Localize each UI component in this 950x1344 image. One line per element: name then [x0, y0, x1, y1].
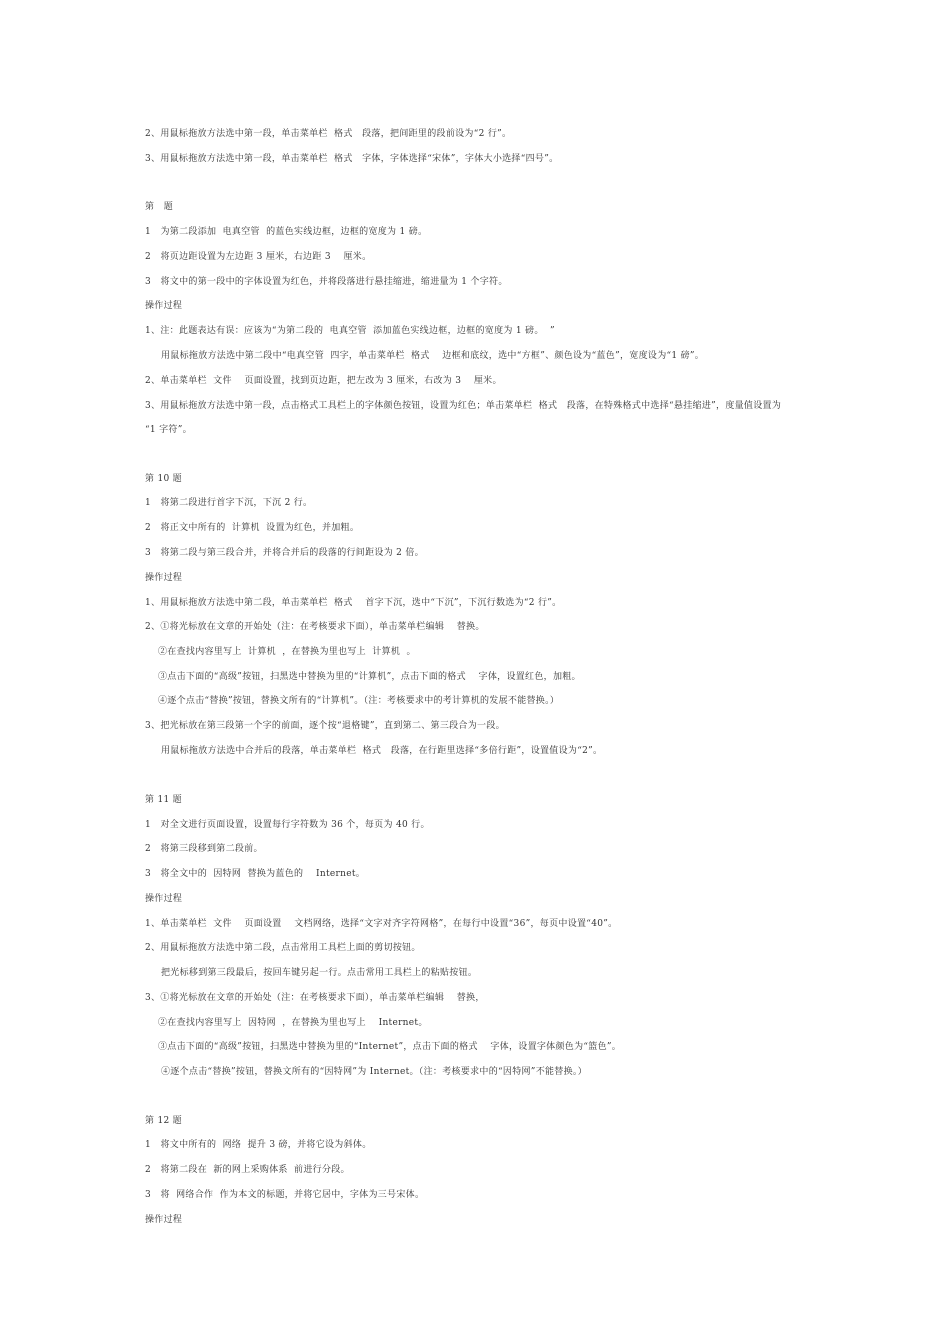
section-heading: 第 题	[145, 202, 174, 212]
text-line: 2、①将光标放在文章的开始处（注：在考核要求下面），单击菜单栏编辑 替换。	[145, 622, 485, 632]
task-item: 2 将页边距设置为左边距 3 厘米，右边距 3 厘米。	[145, 252, 372, 262]
text-line: 把光标移到第三段最后，按回车键另起一行。点击常用工具栏上的粘贴按钮。	[161, 968, 478, 978]
text-line: ④逐个点击“替换”按钮，替换文所有的“计算机”。（注：考核要求中的考计算机的发展不能替换。）	[158, 696, 560, 706]
task-item: 3 将全文中的 因特网 替换为蓝色的 Internet。	[145, 869, 366, 879]
text-line: ②在查找内容里写上 因特网 ，在替换为里也写上 Internet。	[158, 1018, 428, 1028]
procedure-heading: 操作过程	[145, 894, 183, 904]
text-line: 1、用鼠标拖放方法选中第二段，单击菜单栏 格式 首字下沉，选中“下沉”，下沉行数选为“2 行”。	[145, 598, 562, 608]
text-line: ④逐个点击“替换”按钮，替换文所有的“因特网”为 Internet。（注：考核要求中的“因特网”不能替换。）	[161, 1067, 588, 1077]
task-item: 2 将正文中所有的 计算机 设置为红色，并加粗。	[145, 523, 360, 533]
text-line: 用鼠标拖放方法选中第二段中“电真空管 四字，单击菜单栏 格式 边框和底纹，选中“方框”、颜色设为“蓝色”，宽度设为“1 磅”。	[161, 351, 705, 361]
text-line: 2、用鼠标拖放方法选中第二段，点击常用工具栏上面的剪切按钮。	[145, 943, 421, 953]
task-item: 1 将文中所有的 网络 提升 3 磅，并将它设为斜体。	[145, 1140, 372, 1150]
procedure-heading: 操作过程	[145, 573, 183, 583]
task-item: 3 将第二段与第三段合并，并将合并后的段落的行间距设为 2 倍。	[145, 548, 424, 558]
task-item: 2 将第三段移到第二段前。	[145, 844, 263, 854]
task-item: 3 将文中的第一段中的字体设置为红色，并将段落进行悬挂缩进，缩进量为 1 个字符。	[145, 277, 508, 287]
text-line: 3、①将光标放在文章的开始处（注：在考核要求下面），单击菜单栏编辑 替换，	[145, 993, 485, 1003]
procedure-heading: 操作过程	[145, 301, 183, 311]
text-line: 用鼠标拖放方法选中合并后的段落，单击菜单栏 格式 段落，在行距里选择“多倍行距”，设置值设为“2”。	[161, 746, 603, 756]
text-line: 3、用鼠标拖放方法选中第一段，单击菜单栏 格式 字体，字体选择“宋体”，字体大小选择“四号”。	[145, 154, 559, 164]
task-item: 1 将第二段进行首字下沉，下沉 2 行。	[145, 498, 313, 508]
text-line: ②在查找内容里写上 计算机 ，在替换为里也写上 计算机 。	[158, 647, 416, 657]
text-line: ③点击下面的“高级”按钮，扫黑选中替换为里的“计算机”，点击下面的格式 字体，设置红色，加粗。	[158, 672, 581, 682]
text-line: ③点击下面的“高级”按钮，扫黑选中替换为里的“Internet”，点击下面的格式 字体，设置字体颜色为“篮色”。	[158, 1042, 622, 1052]
text-line: “1 字符”。	[145, 425, 192, 435]
text-line: 2、用鼠标拖放方法选中第一段，单击菜单栏 格式 段落，把间距里的段前设为“2 行”。	[145, 129, 512, 139]
section-heading: 第 10 题	[145, 474, 182, 484]
text-line: 2、单击菜单栏 文件 页面设置，找到页边距，把左改为 3 厘米，右改为 3 厘米。	[145, 376, 502, 386]
text-line: 1、注：此题表达有误：应该为“为第二段的 电真空管 添加蓝色实线边框，边框的宽度为 1 磅。 ”	[145, 326, 555, 336]
section-heading: 第 12 题	[145, 1116, 182, 1126]
task-item: 1 对全文进行页面设置，设置每行字符数为 36 个，每页为 40 行。	[145, 820, 430, 830]
text-line: 3、用鼠标拖放方法选中第一段，点击格式工具栏上的字体颜色按钮，设置为红色；单击菜单栏 格式 段落，在特殊格式中选择“悬挂缩进”，度量值设置为	[145, 401, 782, 411]
task-item: 1 为第二段添加 电真空管 的蓝色实线边框，边框的宽度为 1 磅。	[145, 227, 428, 237]
task-item: 2 将第二段在 新的网上采购体系 前进行分段。	[145, 1165, 350, 1175]
text-line: 3、把光标放在第三段第一个字的前面，逐个按“退格键”，直到第二、第三段合为一段。	[145, 721, 505, 731]
procedure-heading: 操作过程	[145, 1215, 183, 1225]
text-line: 1、单击菜单栏 文件 页面设置 文档网络，选择“文字对齐字符网格”，在每行中设置“36”，每页中设置“40”。	[145, 919, 618, 929]
section-heading: 第 11 题	[145, 795, 182, 805]
task-item: 3 将 网络合作 作为本文的标题，并将它居中，字体为三号宋体。	[145, 1190, 425, 1200]
